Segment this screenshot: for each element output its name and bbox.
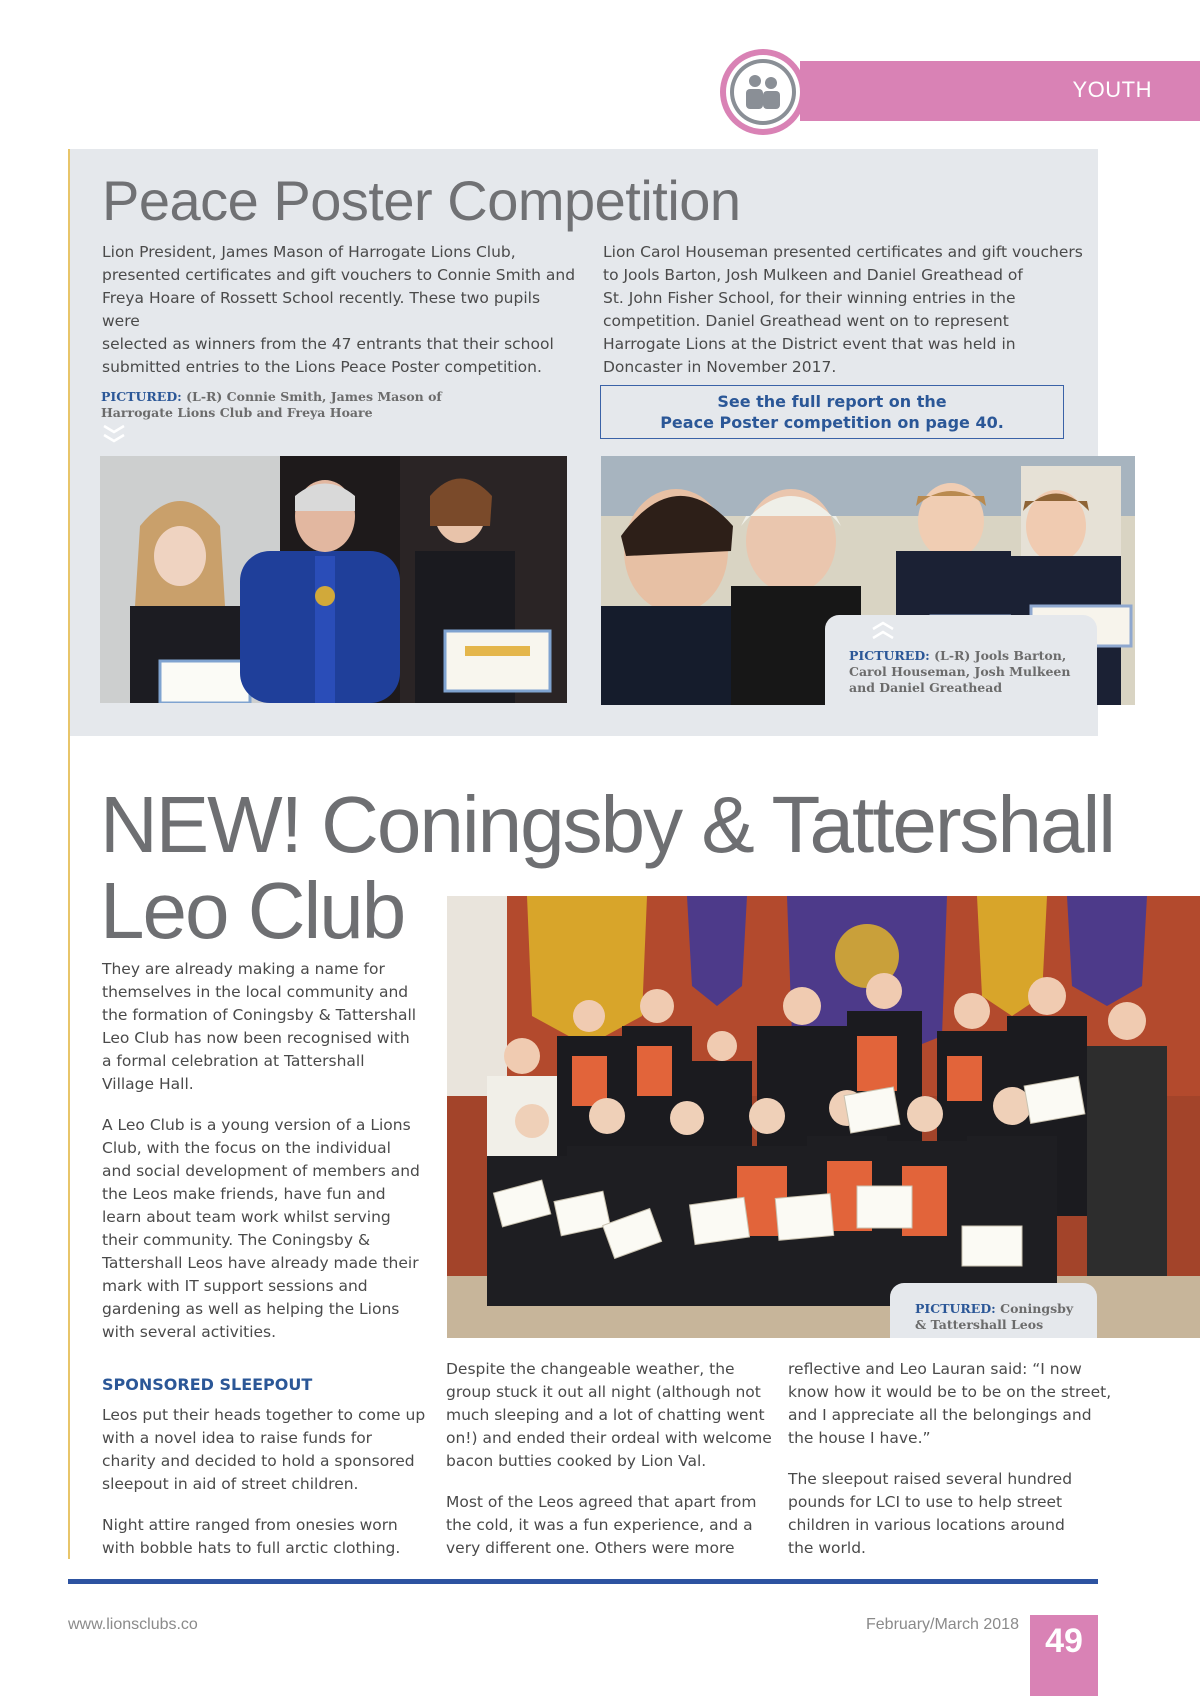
leo-p4: Night attire ranged from onesies worn with bobble hats to full arctic clothing. (102, 1516, 401, 1557)
caption-lead: PICTURED: (101, 389, 182, 404)
subhead-sponsored-sleepout: SPONSORED SLEEPOUT (102, 1375, 313, 1394)
leo-p2: A Leo Club is a young version of a Lions Club, with the focus on the individual and social development of members and the Leos make friends, have fun and learn about team work whilst serving their community. The Coningsby & Tattershall Leos have already made their mark with IT support sessions and gardening as well as helping the Lions with several activities. (102, 1116, 420, 1341)
leo-title-line1: NEW! Coningsby & Tattershall (100, 780, 1115, 869)
caption-text: (L-R) Connie Smith, James Mason of Harrogate Lions Club and Freya Hoare (101, 389, 442, 420)
leo-p8: The sleepout raised several hundred pounds for LCI to use to help street children in various locations around the world. (788, 1470, 1073, 1557)
caption-text: (L-R) Jools Barton, Carol Houseman, Josh Mulkeen and Daniel Greathead (849, 648, 1071, 695)
leo-p7: reflective and Leo Lauran said: “I now know how it would be to be on the street, and I appreciate all the belongings and the house I have.” (788, 1360, 1112, 1447)
photo-connie-james-freya (100, 456, 567, 703)
leo-title-line2: Leo Club (100, 866, 405, 955)
peace-caption1 (101, 389, 481, 421)
gold-rule (68, 149, 70, 1559)
leo-p5: Despite the changeable weather, the group stuck it out all night (although not much sleeping and a lot of chatting went on!) and ended their ordeal with welcome bacon butties cooked by Lion Val. (446, 1360, 772, 1470)
leo-p3: Leos put their heads together to come up with a novel idea to raise funds for charity and decided to hold a sponsored sleepout in aid of street children. (102, 1406, 426, 1493)
peace-col2: Lion Carol Houseman presented certificates and gift vouchers to Jools Barton, Josh Mulkeen and Daniel Greathead of St. John Fisher School, for their winning entries in the competition. Daniel Greathead went on to represent Harrogate Lions at the District event that was held in Doncaster in November 2017. (603, 243, 1083, 376)
peace-title: Peace Poster Competition (102, 169, 741, 232)
report-line2: Peace Poster competition on page 40. (660, 413, 1004, 432)
peace-caption2 (849, 648, 1089, 696)
leo-p1: They are already making a name for themselves in the local community and the formation of Coningsby & Tattershall Leo Club has now been recognised with a formal celebration at Tattershall Village Hall. (102, 960, 417, 1093)
caption-lead: PICTURED: (849, 648, 930, 663)
caption-lead: PICTURED: (915, 1301, 996, 1316)
people-icon (718, 47, 808, 137)
photo-leo-club-group (447, 896, 1200, 1338)
caption-text: Coningsby & Tattershall Leos (915, 1301, 1074, 1332)
chevron-down-icon (101, 423, 127, 445)
leo-caption (915, 1301, 1095, 1333)
footer-rule (68, 1579, 1098, 1584)
report-link-box[interactable] (600, 385, 1064, 439)
leo-p6: Most of the Leos agreed that apart from the cold, it was a fun experience, and a very different one. Others were more (446, 1493, 757, 1557)
report-line1: See the full report on the (717, 392, 947, 411)
footer-date: February/March 2018 (866, 1616, 1019, 1633)
footer-url[interactable]: www.lionsclubs.co (68, 1616, 198, 1633)
chevron-up-icon (870, 619, 896, 645)
peace-col1: Lion President, James Mason of Harrogate Lions Club, presented certificates and gift vouchers to Connie Smith and Freya Hoare of Rossett School recently. These two pupils were selected as winners from the 47 entrants that their school submitted entries to the Lions Peace Poster competition. (102, 243, 576, 376)
section-label: YOUTH (1072, 77, 1152, 102)
page-number: 49 (1045, 1622, 1083, 1660)
